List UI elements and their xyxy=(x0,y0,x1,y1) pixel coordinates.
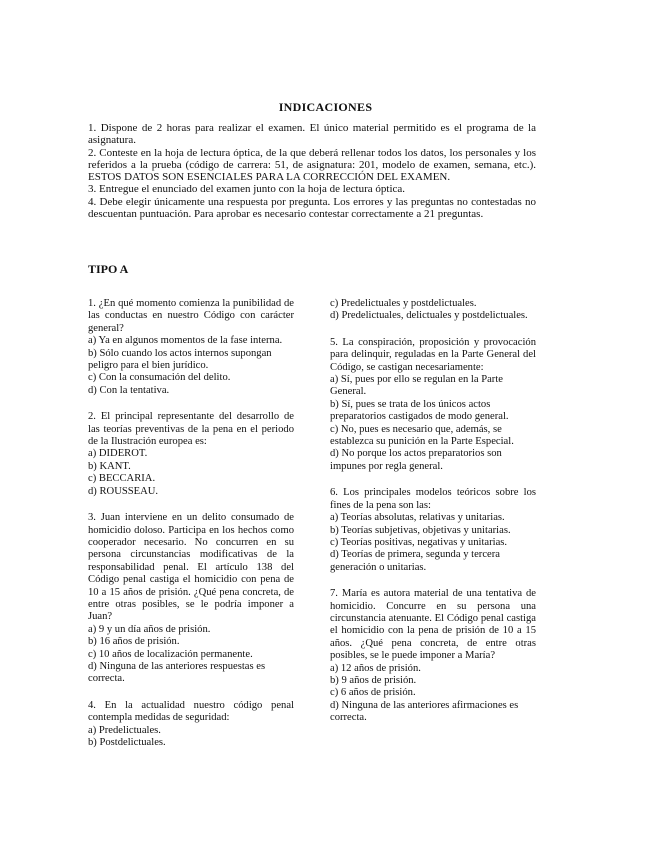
question xyxy=(330,588,536,724)
page-title: INDICACIONES xyxy=(278,100,373,114)
question-text: 3. Juan interviene en un delito consumado de homicidio doloso. Participa en los hechos como cooperador necesario. No concurren en su persona circunstancias modificativas de la responsabilidad penal. El artículo 138 del Código penal castiga el homicidio con pena de 10 a 15 años de prisión. ¿Qué pena concreta, de entre otras posibles, se le podría imponer a Juan? xyxy=(88,512,294,623)
question xyxy=(88,411,294,498)
question-text: 7. María es autora material de una tentativa de homicidio. Concurre en su persona una circunstancia atenuante. El Código penal castiga el homicidio con la pena de prisión de 10 a 15 años. ¿Qué pena concreta, de entre otras posibles, se le puede imponer a María? xyxy=(330,588,536,662)
answer-option: b) 9 años de prisión. xyxy=(330,674,417,686)
answer-option: c) Con la consumación del delito. xyxy=(88,372,231,384)
answer-option: b) KANT. xyxy=(88,460,131,472)
answer-option: a) Predelictuales. xyxy=(88,724,161,736)
question-text: 5. La conspiración, proposición y provocación para delinquir, reguladas en la Parte General del Código, se castigan necesariamente: xyxy=(330,336,536,373)
answer-option: a) Teorías absolutas, relativas y unitarias. xyxy=(330,512,505,524)
answer-option: a) DIDEROT. xyxy=(88,448,148,460)
answer-option: a) Ya en algunos momentos de la fase interna. xyxy=(88,335,283,347)
questions-column-left xyxy=(88,298,294,763)
question xyxy=(330,487,536,574)
answer-option: d) Teorías de primera, segunda y tercera generación o unitarias. xyxy=(330,549,500,573)
answer-option: b) Sí, pues se trata de los únicos actos preparatorios castigados de modo general. xyxy=(330,398,509,423)
question xyxy=(88,700,294,750)
answer-option: a) Sí, pues por ello se regulan en la Parte General. xyxy=(330,374,503,398)
answer-option: b) Sólo cuando los actos internos supongan peligro para el bien jurídico. xyxy=(88,347,272,372)
instruction-item: 1. Dispone de 2 horas para realizar el examen. El único material permitido es el programa de la asignatura. xyxy=(88,122,536,147)
answer-option: a) 12 años de prisión. xyxy=(330,662,421,674)
question-text: 4. En la actualidad nuestro código penal contempla medidas de seguridad: xyxy=(88,699,294,724)
answer-option: c) 10 años de localización permanente. xyxy=(88,648,253,660)
answer-option: d) ROUSSEAU. xyxy=(88,485,159,497)
instructions-block xyxy=(88,122,536,220)
answer-option: c) Teorías positivas, negativas y unitarias. xyxy=(330,536,508,548)
question-continued xyxy=(330,298,536,323)
question-text: 1. ¿En qué momento comienza la punibilidad de las conductas en nuestro Código con carácter general? xyxy=(88,298,294,334)
instruction-item: 2. Conteste en la hoja de lectura óptica, de la que deberá rellenar todos los datos, los personales y los referidos a la prueba (código de carrera: 51, de asignatura: 201, modelo de examen, semana, etc.). ESTOS DATOS SON ESENCIALES PARA LA CORRECCIÓN DEL EXAMEN. xyxy=(88,146,536,184)
question-text: 6. Los principales modelos teóricos sobre los fines de la pena son las: xyxy=(330,487,536,511)
answer-option: b) Teorías subjetivas, objetivas y unitarias. xyxy=(330,524,511,536)
answer-option: c) BECCARIA. xyxy=(88,473,156,485)
questions-column-right xyxy=(330,298,536,739)
answer-option: a) 9 y un día años de prisión. xyxy=(88,623,211,635)
answer-option: d) Ninguna de las anteriores afirmaciones es correcta. xyxy=(330,699,519,724)
question xyxy=(88,512,294,686)
question xyxy=(88,298,294,397)
answer-option: c) 6 años de prisión. xyxy=(330,687,416,699)
answer-option: c) Predelictuales y postdelictuales. xyxy=(330,298,477,309)
exam-type-heading: TIPO A xyxy=(88,262,129,276)
answer-option: c) No, pues es necesario que, además, se establezca su punición en la Parte Especial. xyxy=(330,423,514,448)
instruction-item: 3. Entregue el enunciado del examen junto con la hoja de lectura óptica. xyxy=(88,183,406,196)
question xyxy=(330,337,536,473)
answer-option: b) 16 años de prisión. xyxy=(88,636,180,648)
answer-option: d) Con la tentativa. xyxy=(88,384,170,396)
answer-option: b) Postdelictuales. xyxy=(88,737,166,748)
answer-option: d) Ninguna de las anteriores respuestas es correcta. xyxy=(88,660,266,685)
answer-option: d) Predelictuales, delictuales y postdelictuales. xyxy=(330,310,528,322)
answer-option: d) No porque los actos preparatorios son impunes por regla general. xyxy=(330,448,502,472)
instruction-item: 4. Debe elegir únicamente una respuesta por pregunta. Los errores y las preguntas no contestadas no descuentan puntuación. Para aprobar es necesario contestar correctamente a 21 preguntas. xyxy=(88,195,536,221)
question-text: 2. El principal representante del desarrollo de las teorías preventivas de la pena en el periodo de la Ilustración europea es: xyxy=(88,411,294,448)
